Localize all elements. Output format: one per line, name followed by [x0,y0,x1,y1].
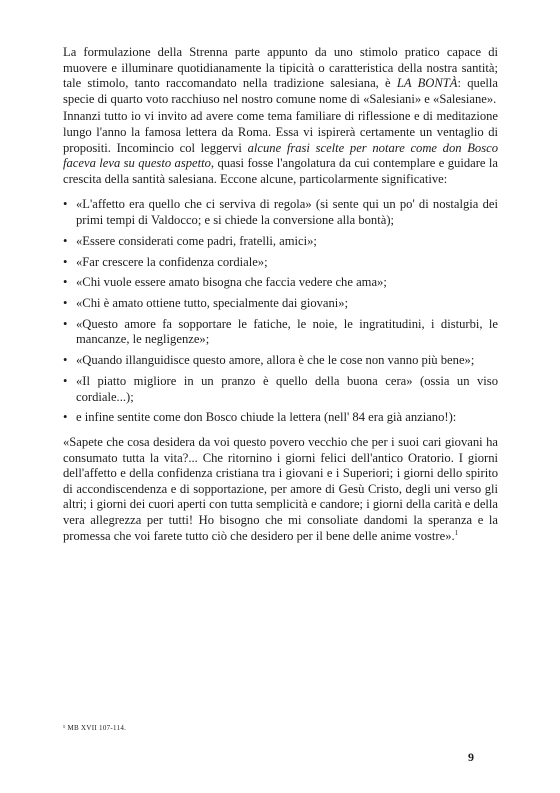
paragraph-invitation-emphasis: alcune frasi scelte per notare come don Bosco faceva leva su questo aspetto [63,140,499,171]
paragraph-intro-emphasis: LA BONTÀ [396,76,458,91]
paragraph-invitation-text-a: Innanzi tutto io vi invito ad avere come tema familiare di riflessione e di meditazione lungo l'anno la famosa lettera da Roma. Essa vi ispirerà certamente un ventaglio di propositi. Incomincio col leggervi [63,109,498,155]
footnote: ¹ MB XVII 107-114. [63,724,127,732]
page-body [63,45,498,544]
paragraph-intro-end: : quella specie di quarto voto racchiuso nel nostro comune nome di «Salesiani» e «Salesiane». [63,76,498,106]
list-item: • «Chi vuole essere amato bisogna che faccia vedere che ama»; [63,275,498,291]
list-item: • «Il piatto migliore in un pranzo è quello della buona cera» (ossia un viso cordiale...); [63,374,498,405]
list-item: • «Essere considerati come padri, fratelli, amici»; [63,234,498,250]
list-item: • «Chi è amato ottiene tutto, specialmente dai giovani»; [63,296,498,312]
letter-quote-text: «Sapete che cosa desidera da voi questo povero vecchio che per i suoi cari giovani ha consumato tutta la vita?... Che ritornino i giorni felici dell'antico Oratorio. I giorni dell'affetto e della confidenza cristiana tra i giovani e i Superiori; i giorni dello spirito di accondiscendenza e di sopportazione, per amore di Gesù Cristo, degli uni verso gli altri; i giorni dei cuori aperti con tutta semplicità e candore; i giorni della carità e della vera allegrezza per tutti! Ho bisogno che mi consoliate dandomi la speranza e la promessa che voi farete tutto ciò che desidero per il bene delle anime vostre». [63,434,499,543]
list-item: • «Questo amore fa sopportare le fatiche, le noie, le ingratitudini, i disturbi, le mancanze, le negligenze»; [63,317,498,348]
quote-list [63,197,498,426]
page-number: 9 [468,750,474,764]
list-item: • «L'affetto era quello che ci serviva di regola» (si sente qui un po' di nostalgia dei primi tempi di Valdocco; e si chiede la conversione alla bontà); [63,197,498,228]
paragraph-invitation-text-b: , quasi fosse l'angolatura da cui contemplare e guidare la crescita della santità salesiana. Eccone alcune, particolarmente significative: [63,156,498,186]
paragraph-letter-quote [63,435,498,544]
footnote-reference: 1 [454,528,459,537]
paragraph-intro [63,45,498,107]
list-item: • e infine sentite come don Bosco chiude la lettera (nell' 84 era già anziano!): [63,410,498,426]
paragraph-invitation [63,109,498,187]
list-item: • «Far crescere la confidenza cordiale»; [63,255,498,271]
paragraph-intro-text: La formulazione della Strenna parte appunto da uno stimolo pratico capace di muovere e illuminare quotidianamente la tipicità o caratteristica della nostra santità; tale stimolo, tanto raccomandato nella tradizione salesiana, è [63,45,498,91]
list-item: • «Quando illanguidisce questo amore, allora è che le cose non vanno più bene»; [63,353,498,369]
